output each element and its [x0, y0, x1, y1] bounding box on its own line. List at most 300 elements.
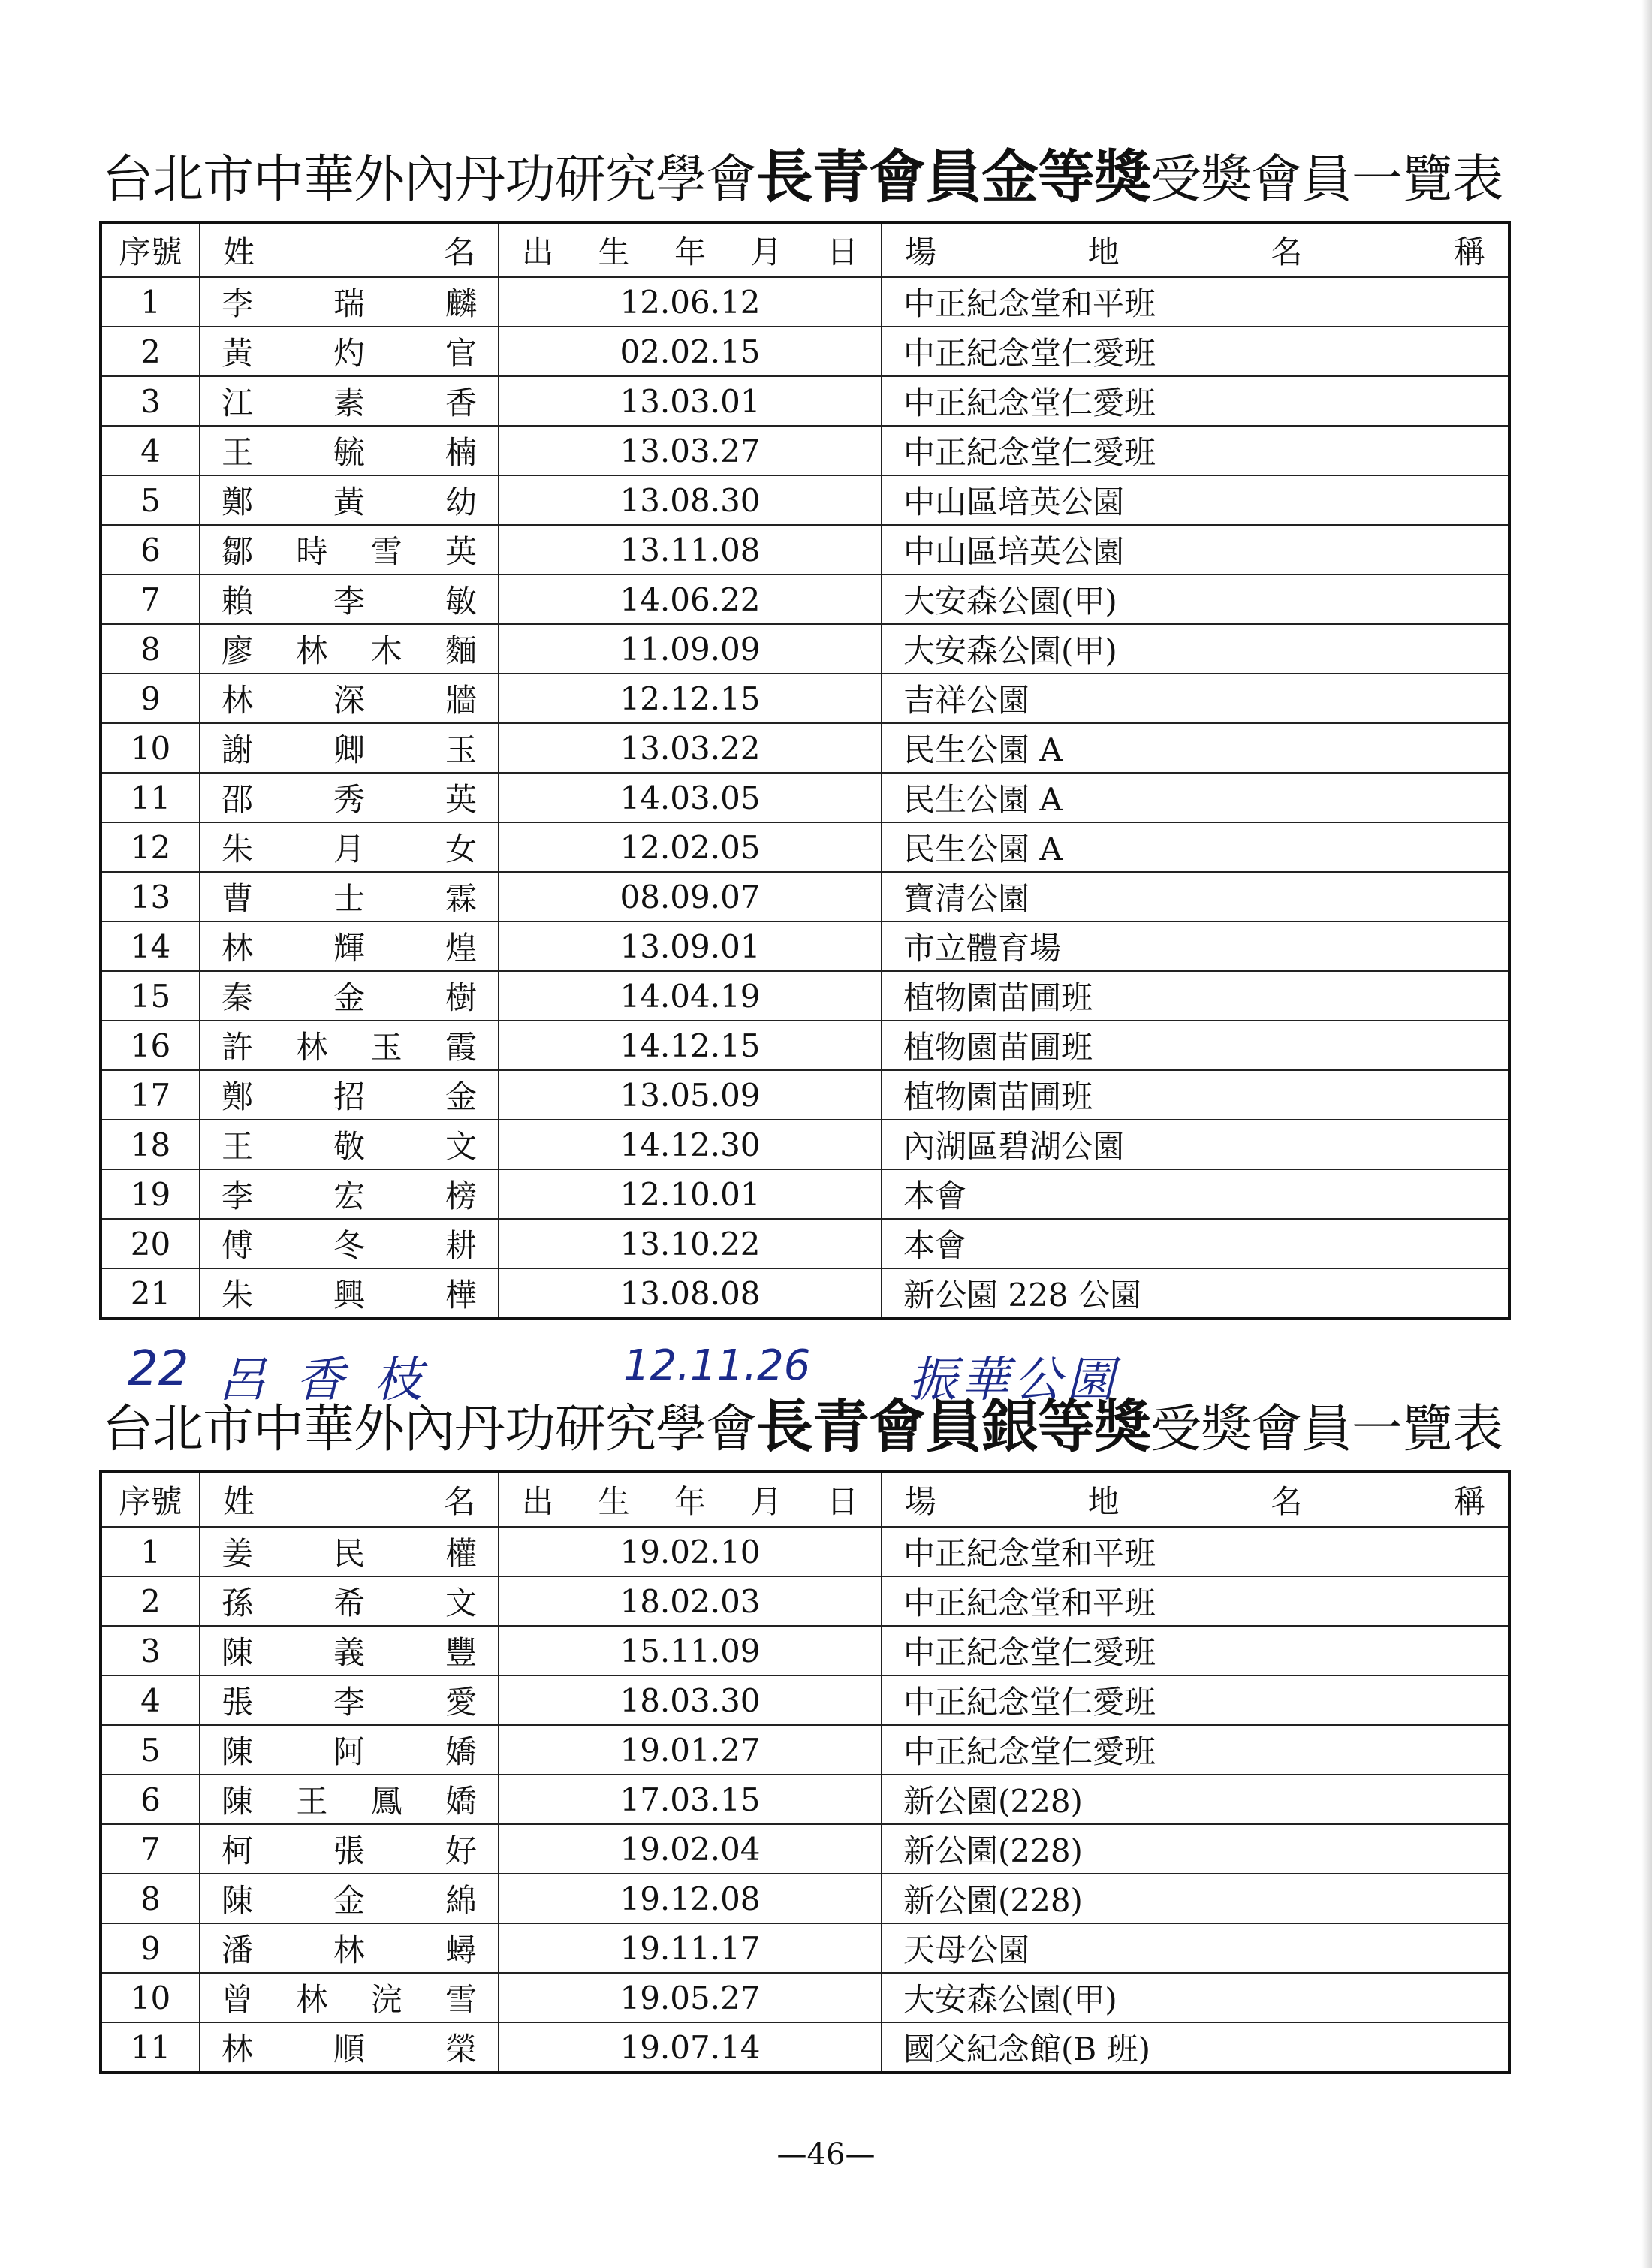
name-char: 陳: [222, 1634, 254, 1671]
member-name: [200, 723, 499, 773]
header-name-chars: [200, 1477, 498, 1522]
row-number: 1: [101, 277, 200, 327]
table-row: [101, 674, 1509, 723]
row-number: 6: [101, 525, 200, 575]
name-char: 張: [222, 1684, 254, 1721]
birth-date: 12.02.05: [499, 822, 882, 872]
page-number: —46—: [776, 2137, 876, 2172]
header-char: 出: [522, 234, 554, 270]
name-char: 玉: [370, 1029, 402, 1066]
name-char: 傅: [222, 1227, 254, 1264]
name-char: 曹: [222, 880, 254, 917]
table-row: [101, 971, 1509, 1021]
name-char: 雪: [445, 1981, 477, 2018]
row-number: 11: [101, 773, 200, 822]
birth-date: 15.11.09: [499, 1626, 882, 1675]
member-name-chars: [200, 1727, 498, 1772]
birth-date: 14.12.30: [499, 1120, 882, 1169]
venue-name: 中山區培英公園: [882, 475, 1509, 525]
name-char: 麟: [445, 285, 477, 322]
table-row: [101, 475, 1509, 525]
venue-name: 本會: [882, 1169, 1509, 1219]
member-name-chars: [200, 1122, 498, 1167]
table-row: [101, 1923, 1509, 1973]
birth-date: 11.09.09: [499, 624, 882, 674]
birth-date: 13.11.08: [499, 525, 882, 575]
name-char: 王: [222, 434, 254, 471]
name-char: 霖: [445, 880, 477, 917]
member-name: [200, 1824, 499, 1874]
name-char: 金: [445, 1078, 477, 1115]
member-name-chars: [200, 577, 498, 622]
member-name-chars: [200, 1975, 498, 2020]
member-name: [200, 773, 499, 822]
name-char: 嬌: [445, 1733, 477, 1770]
row-number: 3: [101, 376, 200, 426]
row-number: 7: [101, 575, 200, 624]
name-char: 士: [333, 880, 365, 917]
name-char: 李: [222, 285, 254, 322]
row-number: 9: [101, 1923, 200, 1973]
table-row: [101, 1169, 1509, 1219]
name-char: 英: [445, 781, 477, 818]
header-char: 名: [443, 234, 475, 270]
table-row: [101, 1675, 1509, 1725]
member-name: [200, 1268, 499, 1319]
name-char: 林: [222, 930, 254, 967]
venue-name: 國父紀念館(B 班): [882, 2022, 1509, 2073]
name-char: 冬: [333, 1227, 365, 1264]
name-char: 賴: [222, 583, 254, 620]
row-number: 12: [101, 822, 200, 872]
member-name-chars: [200, 1529, 498, 1574]
header-char: 生: [598, 1483, 630, 1520]
table-row: [101, 1725, 1509, 1775]
member-name: [200, 327, 499, 376]
member-name: [200, 277, 499, 327]
header-char: 地: [1087, 234, 1120, 270]
birth-date: 12.10.01: [499, 1169, 882, 1219]
header-char: 場: [905, 1483, 937, 1520]
name-char: 楠: [445, 434, 477, 471]
row-number: 8: [101, 624, 200, 674]
member-name: [200, 1070, 499, 1120]
member-name-chars: [200, 329, 498, 374]
name-char: 義: [333, 1634, 365, 1671]
header-site-chars: [882, 1477, 1508, 1522]
header-char: 場: [905, 234, 937, 270]
row-number: 1: [101, 1527, 200, 1576]
name-char: 陳: [222, 1882, 254, 1919]
venue-name: 中正紀念堂仁愛班: [882, 1626, 1509, 1675]
member-name: [200, 1169, 499, 1219]
table-row: [101, 1775, 1509, 1824]
table-row: [101, 376, 1509, 426]
table-row: [101, 921, 1509, 971]
venue-name: 新公園(228): [882, 1874, 1509, 1923]
header-char: 名: [1271, 1483, 1303, 1520]
birth-date: 17.03.15: [499, 1775, 882, 1824]
row-number: 4: [101, 426, 200, 475]
member-name: [200, 674, 499, 723]
birth-date: 13.03.01: [499, 376, 882, 426]
venue-name: 大安森公園(甲): [882, 624, 1509, 674]
row-number: 10: [101, 1973, 200, 2022]
venue-name: 民生公園 A: [882, 723, 1509, 773]
venue-name: 植物園苗圃班: [882, 1070, 1509, 1120]
name-char: 謝: [222, 731, 254, 768]
name-char: 黃: [333, 484, 365, 520]
member-name: [200, 475, 499, 525]
name-char: 朱: [222, 1277, 254, 1313]
birth-date: 19.02.10: [499, 1527, 882, 1576]
member-name: [200, 1021, 499, 1070]
member-name: [200, 624, 499, 674]
header-no: 序號: [101, 222, 200, 277]
member-name: [200, 525, 499, 575]
header-char: 名: [1271, 234, 1303, 270]
venue-name: 內湖區碧湖公園: [882, 1120, 1509, 1169]
title-prefix: 台北市中華外內丹功研究學會: [102, 150, 757, 210]
member-name: [200, 1923, 499, 1973]
table-row: [101, 1874, 1509, 1923]
header-dob-chars: [499, 228, 881, 273]
header-char: 地: [1087, 1483, 1120, 1520]
table-row: [101, 2022, 1509, 2073]
member-name-chars: [200, 1826, 498, 1871]
birth-date: 13.03.22: [499, 723, 882, 773]
name-char: 李: [333, 583, 365, 620]
member-name-chars: [200, 775, 498, 820]
member-name-chars: [200, 676, 498, 721]
table-row: [101, 723, 1509, 773]
member-name-chars: [200, 1628, 498, 1673]
table-row: [101, 773, 1509, 822]
handwritten-site: 振華公園: [909, 1353, 1119, 1408]
title-bold: 長青會員金等獎: [756, 143, 1151, 210]
member-name: [200, 1527, 499, 1576]
birth-date: 13.08.30: [499, 475, 882, 525]
name-char: 鄒: [222, 533, 254, 570]
row-number: 8: [101, 1874, 200, 1923]
name-char: 黃: [222, 335, 254, 372]
title-suffix: 受獎會員一覽表: [1150, 150, 1503, 210]
header-row: [101, 222, 1509, 277]
name-char: 林: [296, 1981, 328, 2018]
member-name-chars: [200, 1678, 498, 1723]
name-char: 順: [333, 2031, 365, 2067]
header-site: [882, 1472, 1509, 1527]
name-char: 鄭: [222, 484, 254, 520]
birth-date: 14.06.22: [499, 575, 882, 624]
birth-date: 19.01.27: [499, 1725, 882, 1775]
venue-name: 中正紀念堂和平班: [882, 1576, 1509, 1626]
row-number: 18: [101, 1120, 200, 1169]
name-char: 麵: [445, 632, 477, 669]
birth-date: 19.07.14: [499, 2022, 882, 2073]
name-char: 浣: [370, 1981, 402, 2018]
member-name: [200, 575, 499, 624]
name-char: 樹: [445, 979, 477, 1016]
venue-name: 植物園苗圃班: [882, 1021, 1509, 1070]
member-name: [200, 921, 499, 971]
member-name: [200, 376, 499, 426]
member-name-chars: [200, 379, 498, 424]
name-char: 月: [333, 831, 365, 867]
name-char: 樺: [445, 1277, 477, 1313]
name-char: 霞: [445, 1029, 477, 1066]
name-char: 蟳: [445, 1932, 477, 1968]
birth-date: 12.12.15: [499, 674, 882, 723]
name-char: 嬌: [445, 1783, 477, 1820]
birth-date: 13.08.08: [499, 1268, 882, 1319]
name-char: 林: [222, 2031, 254, 2067]
birth-date: 14.03.05: [499, 773, 882, 822]
birth-date: 19.11.17: [499, 1923, 882, 1973]
name-char: 女: [445, 831, 477, 867]
row-number: 4: [101, 1675, 200, 1725]
table-row: [101, 1219, 1509, 1268]
name-char: 耕: [445, 1227, 477, 1264]
member-name-chars: [200, 973, 498, 1018]
name-char: 王: [296, 1783, 328, 1820]
name-char: 阿: [333, 1733, 365, 1770]
header-site: [882, 222, 1509, 277]
member-name-chars: [200, 1926, 498, 1971]
member-name-chars: [200, 874, 498, 919]
name-char: 牆: [445, 682, 477, 719]
member-name-chars: [200, 1579, 498, 1624]
birth-date: 13.05.09: [499, 1070, 882, 1120]
header-site-chars: [882, 228, 1508, 273]
name-char: 官: [445, 335, 477, 372]
birth-date: 13.09.01: [499, 921, 882, 971]
name-char: 金: [333, 979, 365, 1016]
table-row: [101, 1527, 1509, 1576]
member-name: [200, 872, 499, 921]
birth-date: 12.06.12: [499, 277, 882, 327]
name-char: 瑞: [333, 285, 365, 322]
name-char: 深: [333, 682, 365, 719]
header-char: 稱: [1453, 1483, 1485, 1520]
name-char: 柯: [222, 1832, 254, 1869]
name-char: 木: [370, 632, 402, 669]
silver-award-title: [102, 1393, 1544, 1460]
birth-date: 14.04.19: [499, 971, 882, 1021]
row-number: 13: [101, 872, 200, 921]
header-name-chars: [200, 228, 498, 273]
row-number: 2: [101, 327, 200, 376]
venue-name: 中正紀念堂仁愛班: [882, 1725, 1509, 1775]
member-name-chars: [200, 1271, 498, 1316]
table-row: [101, 426, 1509, 475]
row-number: 21: [101, 1268, 200, 1319]
row-number: 9: [101, 674, 200, 723]
name-char: 香: [445, 385, 477, 421]
name-char: 豐: [445, 1634, 477, 1671]
birth-date: 08.09.07: [499, 872, 882, 921]
row-number: 5: [101, 1725, 200, 1775]
table-row: [101, 525, 1509, 575]
name-char: 秀: [333, 781, 365, 818]
name-char: 秦: [222, 979, 254, 1016]
name-char: 素: [333, 385, 365, 421]
header-char: 日: [826, 1483, 858, 1520]
member-name-chars: [200, 1072, 498, 1117]
venue-name: 大安森公園(甲): [882, 1973, 1509, 2022]
member-name-chars: [200, 725, 498, 771]
header-row: [101, 1472, 1509, 1527]
header-no: 序號: [101, 1472, 200, 1527]
name-char: 文: [445, 1585, 477, 1621]
member-name-chars: [200, 1876, 498, 1921]
member-name: [200, 2022, 499, 2073]
name-char: 姜: [222, 1535, 254, 1572]
header-name: [200, 222, 499, 277]
header-char: 姓: [223, 234, 255, 270]
row-number: 19: [101, 1169, 200, 1219]
member-name: [200, 1576, 499, 1626]
member-name-chars: [200, 478, 498, 523]
row-number: 15: [101, 971, 200, 1021]
name-char: 陳: [222, 1783, 254, 1820]
name-char: 李: [333, 1684, 365, 1721]
name-char: 陳: [222, 1733, 254, 1770]
row-number: 11: [101, 2022, 200, 2073]
silver-award-table: [99, 1470, 1511, 2074]
row-number: 14: [101, 921, 200, 971]
name-char: 煌: [445, 930, 477, 967]
member-name: [200, 1775, 499, 1824]
title-prefix: 台北市中華外內丹功研究學會: [102, 1400, 757, 1459]
member-name-chars: [200, 527, 498, 572]
venue-name: 中正紀念堂和平班: [882, 1527, 1509, 1576]
name-char: 林: [333, 1932, 365, 1968]
table-row: [101, 1576, 1509, 1626]
birth-date: 18.03.30: [499, 1675, 882, 1725]
member-name-chars: [200, 626, 498, 671]
venue-name: 市立體育場: [882, 921, 1509, 971]
table-row: [101, 575, 1509, 624]
name-char: 招: [333, 1078, 365, 1115]
name-char: 好: [445, 1832, 477, 1869]
table-row: [101, 1120, 1509, 1169]
table-row: [101, 1626, 1509, 1675]
name-char: 敏: [445, 583, 477, 620]
name-char: 朱: [222, 831, 254, 867]
venue-name: 天母公園: [882, 1923, 1509, 1973]
header-char: 稱: [1453, 234, 1485, 270]
venue-name: 大安森公園(甲): [882, 575, 1509, 624]
name-char: 潘: [222, 1932, 254, 1968]
name-char: 金: [333, 1882, 365, 1919]
name-char: 宏: [333, 1178, 365, 1214]
header-dob: [499, 1472, 882, 1527]
name-char: 文: [445, 1128, 477, 1165]
name-char: 幼: [445, 484, 477, 520]
name-char: 綿: [445, 1882, 477, 1919]
birth-date: 14.12.15: [499, 1021, 882, 1070]
handwritten-addition: [128, 1341, 1254, 1408]
member-name-chars: [200, 1221, 498, 1266]
member-name-chars: [200, 825, 498, 870]
name-char: 愛: [445, 1684, 477, 1721]
row-number: 5: [101, 475, 200, 525]
member-name-chars: [200, 2025, 498, 2070]
name-char: 王: [222, 1128, 254, 1165]
name-char: 廖: [222, 632, 254, 669]
row-number: 3: [101, 1626, 200, 1675]
scan-edge-shadow: [1641, 0, 1652, 2268]
member-name: [200, 1219, 499, 1268]
row-number: 17: [101, 1070, 200, 1120]
name-char: 曾: [222, 1981, 254, 2018]
venue-name: 吉祥公園: [882, 674, 1509, 723]
venue-name: 中正紀念堂和平班: [882, 277, 1509, 327]
name-char: 張: [333, 1832, 365, 1869]
header-char: 月: [750, 1483, 782, 1520]
row-number: 2: [101, 1576, 200, 1626]
venue-name: 中正紀念堂仁愛班: [882, 327, 1509, 376]
member-name: [200, 1874, 499, 1923]
name-char: 林: [222, 682, 254, 719]
member-name: [200, 1675, 499, 1725]
table-row: [101, 624, 1509, 674]
venue-name: 新公園 228 公園: [882, 1268, 1509, 1319]
name-char: 許: [222, 1029, 254, 1066]
member-name: [200, 971, 499, 1021]
header-char: 日: [826, 234, 858, 270]
member-name-chars: [200, 428, 498, 473]
row-number: 6: [101, 1775, 200, 1824]
venue-name: 中正紀念堂仁愛班: [882, 426, 1509, 475]
table-row: [101, 327, 1509, 376]
venue-name: 中正紀念堂仁愛班: [882, 376, 1509, 426]
venue-name: 本會: [882, 1219, 1509, 1268]
venue-name: 民生公園 A: [882, 822, 1509, 872]
name-char: 希: [333, 1585, 365, 1621]
header-dob-chars: [499, 1477, 881, 1522]
table-row: [101, 1021, 1509, 1070]
name-char: 林: [296, 1029, 328, 1066]
table-row: [101, 1268, 1509, 1319]
member-name-chars: [200, 1172, 498, 1217]
venue-name: 植物園苗圃班: [882, 971, 1509, 1021]
birth-date: 13.03.27: [499, 426, 882, 475]
header-char: 名: [443, 1483, 475, 1520]
header-char: 出: [522, 1483, 554, 1520]
name-char: 鳳: [370, 1783, 402, 1820]
header-name: [200, 1472, 499, 1527]
handwritten-number: 22: [128, 1341, 189, 1397]
row-number: 20: [101, 1219, 200, 1268]
gold-award-title: [102, 143, 1544, 210]
member-name-chars: [200, 924, 498, 969]
name-char: 榜: [445, 1178, 477, 1214]
birth-date: 13.10.22: [499, 1219, 882, 1268]
member-name: [200, 426, 499, 475]
row-number: 16: [101, 1021, 200, 1070]
member-name: [200, 822, 499, 872]
name-char: 輝: [333, 930, 365, 967]
birth-date: 02.02.15: [499, 327, 882, 376]
venue-name: 新公園(228): [882, 1775, 1509, 1824]
table-row: [101, 822, 1509, 872]
row-number: 7: [101, 1824, 200, 1874]
table-row: [101, 277, 1509, 327]
name-char: 雪: [370, 533, 402, 570]
venue-name: 中正紀念堂仁愛班: [882, 1675, 1509, 1725]
